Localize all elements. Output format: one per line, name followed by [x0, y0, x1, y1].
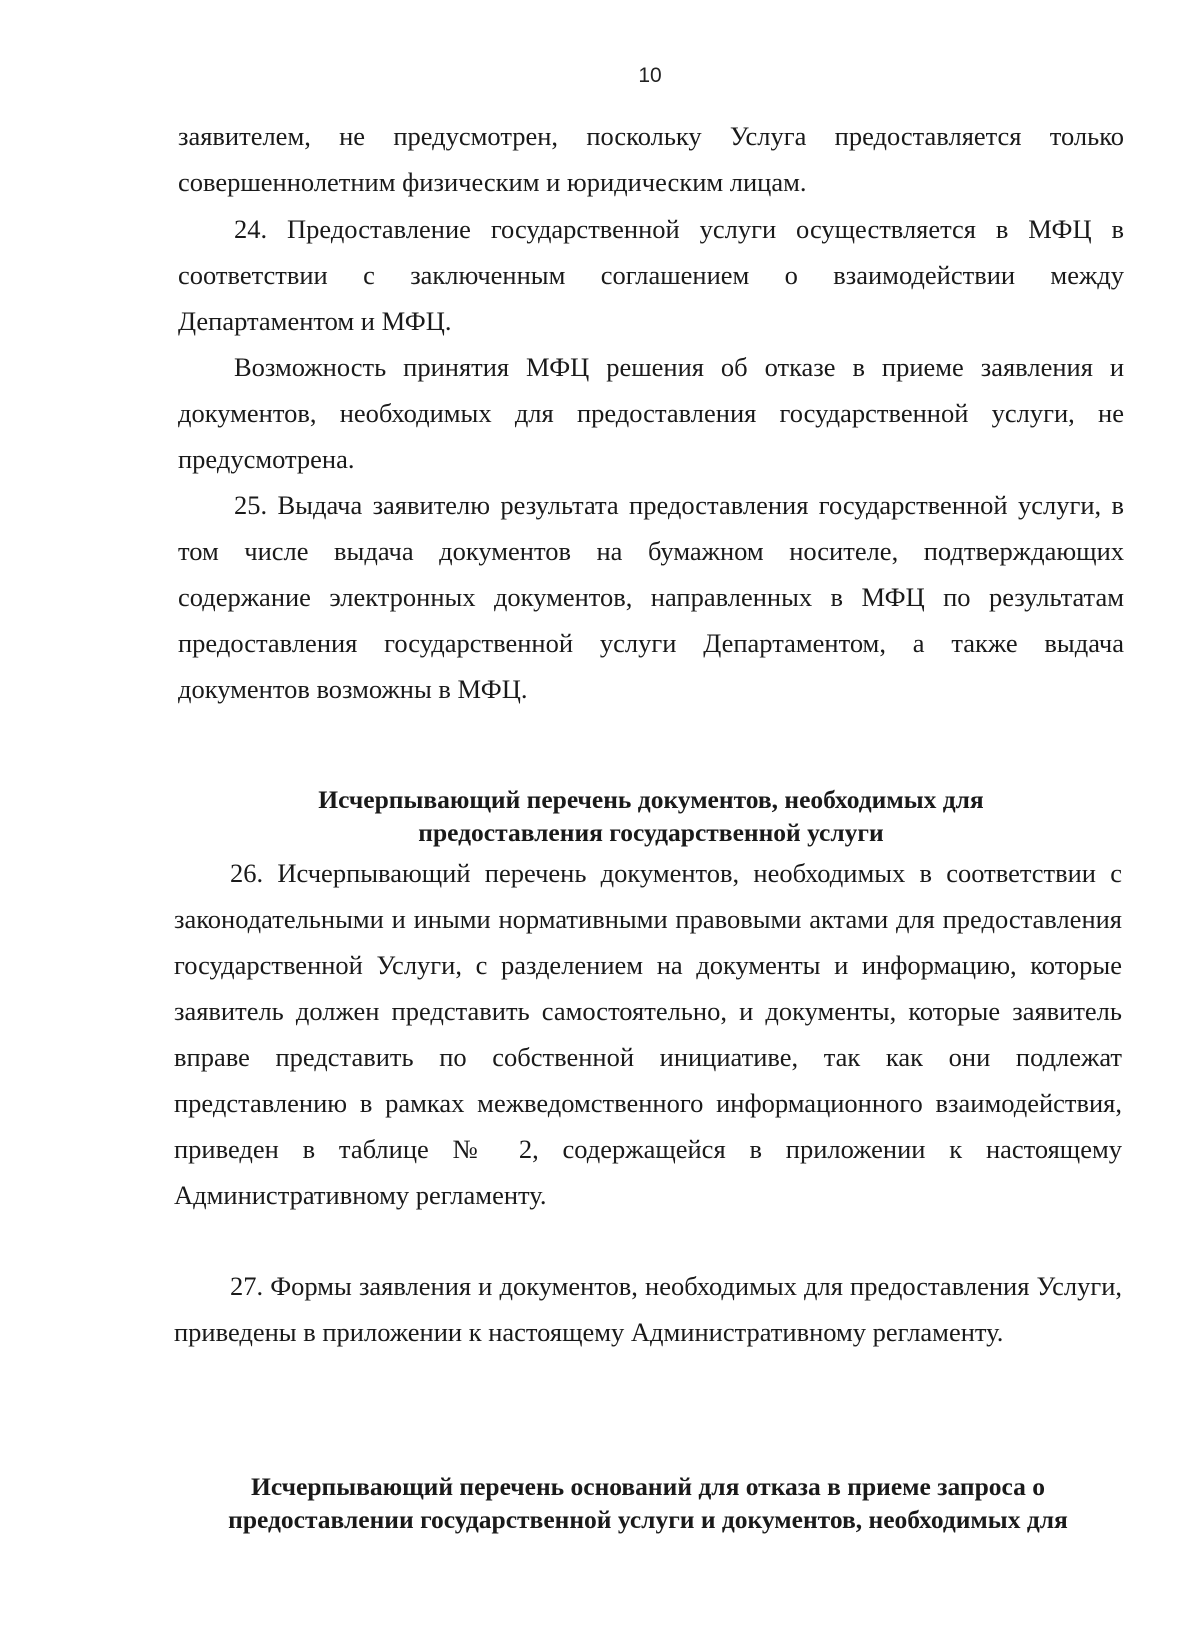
paragraph-27: [174, 1263, 1122, 1355]
heading-line: Исчерпывающий перечень оснований для отказа в приеме запроса о: [250, 1472, 1046, 1501]
paragraph-26: [174, 850, 1122, 1218]
heading-line: Исчерпывающий перечень документов, необходимых для: [318, 785, 984, 814]
section-heading-refusal-grounds: [168, 1470, 1128, 1536]
section-heading-documents: [178, 783, 1124, 849]
paragraph-text: 27. Формы заявления и документов, необходимых для предоставления Услуги, приведены в приложении к настоящему Административному регламенту.: [174, 1271, 1122, 1347]
page-number: 10: [638, 64, 662, 87]
paragraph-text: 24. Предоставление государственной услуги осуществляется в МФЦ в соответствии с заключенным соглашением о взаимодействии между Департаментом и МФЦ.: [178, 214, 1124, 336]
paragraph-24-refusal: [178, 344, 1124, 482]
paragraph-25: [178, 482, 1124, 712]
heading-line: предоставления государственной услуги: [418, 818, 884, 847]
paragraph-text: 25. Выдача заявителю результата предоставления государственной услуги, в том числе выдача документов на бумажном носителе, подтверждающих содержание электронных документов, направленных в МФЦ по результатам предоставления государственной услуги Департаментом, а также выдача документов возможны в МФЦ.: [178, 490, 1124, 704]
heading-line: предоставлении государственной услуги и документов, необходимых для: [228, 1505, 1068, 1534]
paragraph-text: заявителем, не предусмотрен, поскольку Услуга предоставляется только совершеннолетним физическим и юридическим лицам.: [178, 121, 1124, 197]
paragraph-24: [178, 206, 1124, 344]
paragraph-continuation: [178, 113, 1124, 205]
paragraph-text: Возможность принятия МФЦ решения об отказе в приеме заявления и документов, необходимых для предоставления государственной услуги, не предусмотрена.: [178, 352, 1124, 474]
paragraph-text: 26. Исчерпывающий перечень документов, необходимых в соответствии с законодательными и иными нормативными правовыми актами для предоставления государственной Услуги, с разделением на документы и информацию, которые заявитель должен представить самостоятельно, и документы, которые заявитель вправе представить по собственной инициативе, так как они подлежат представлению в рамках межведомственного информационного взаимодействия, приведен в таблице № 2, содержащейся в приложении к настоящему Административному регламенту.: [174, 858, 1122, 1210]
